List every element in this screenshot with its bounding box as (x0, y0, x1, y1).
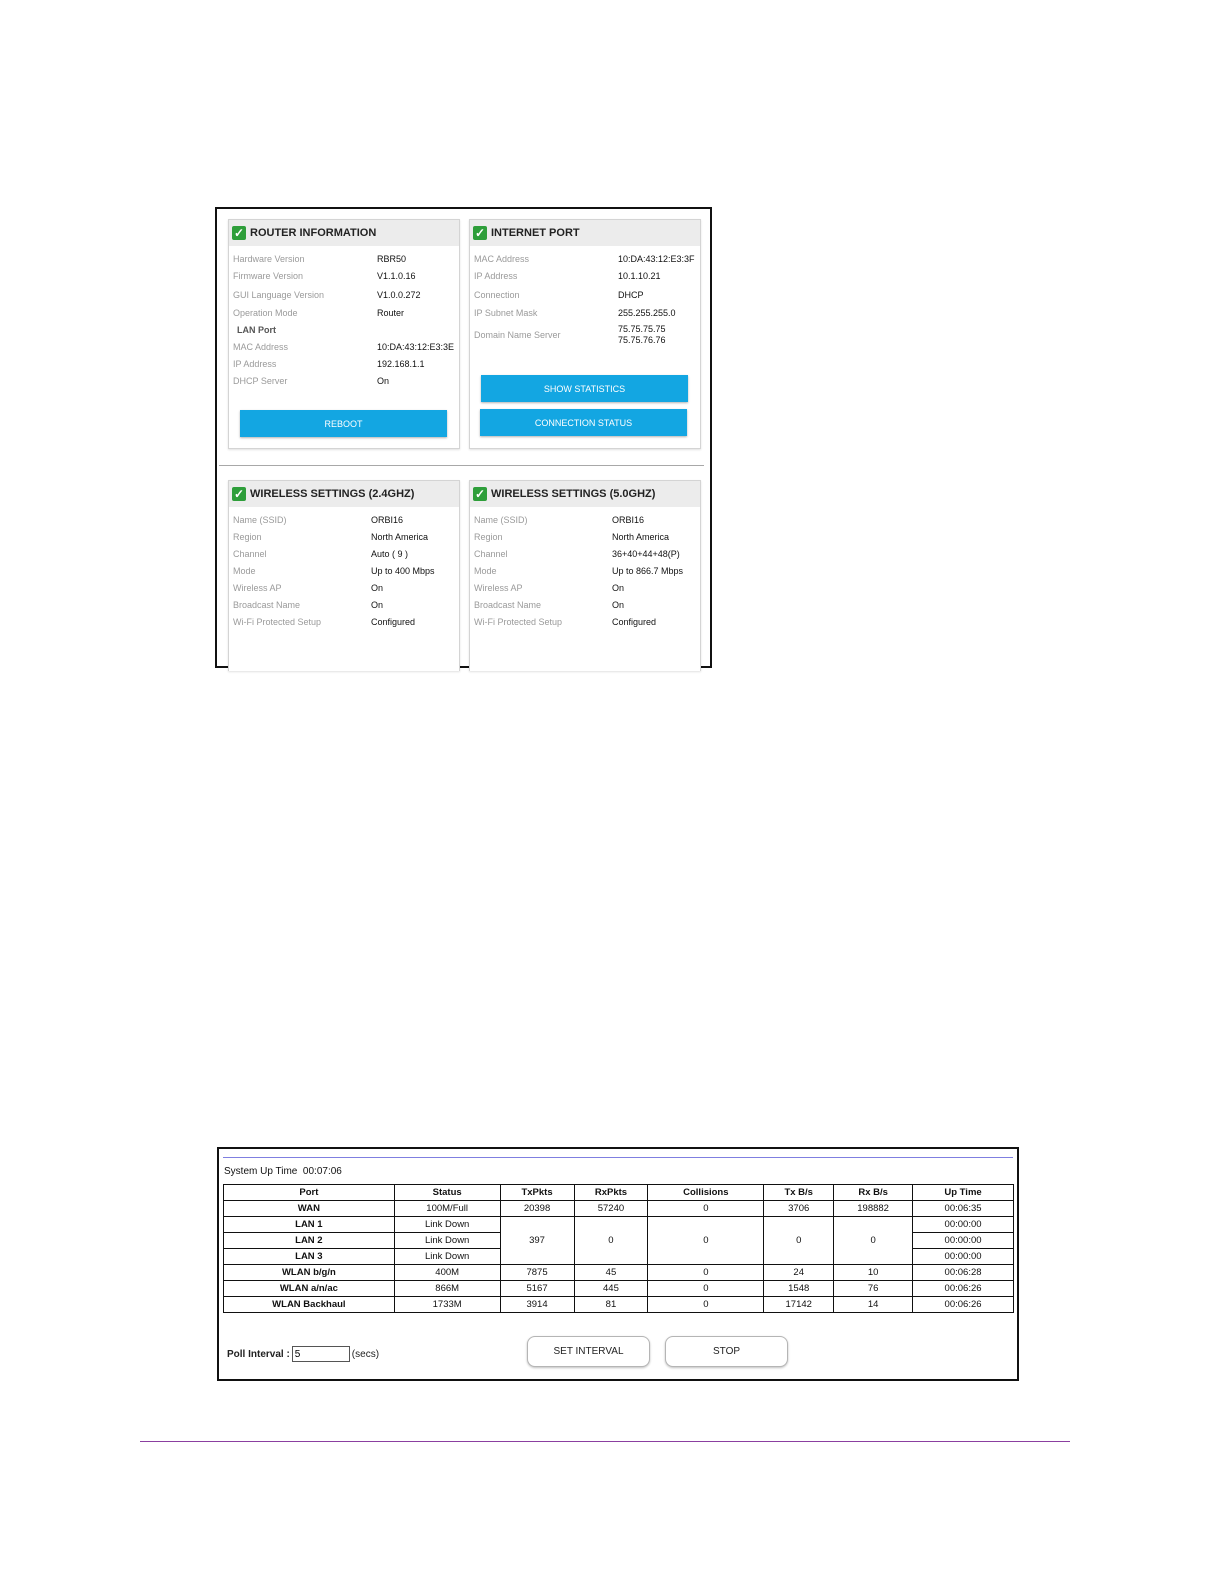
txpkts-cell: 7875 (500, 1265, 574, 1281)
collisions-cell: 0 (648, 1297, 764, 1313)
row-label: Mode (233, 566, 256, 576)
uptime-cell: 00:06:26 (913, 1281, 1014, 1297)
statistics-table (223, 1184, 1014, 1313)
collisions-cell: 0 (648, 1217, 764, 1265)
port-cell: LAN 2 (224, 1233, 395, 1249)
row-value: ORBI16 (371, 515, 404, 525)
txpkts-cell: 20398 (500, 1201, 574, 1217)
port-cell: LAN 3 (224, 1249, 395, 1265)
row-label: Broadcast Name (233, 600, 301, 610)
wireless-24ghz-panel (228, 480, 460, 671)
row-label: MAC Address (233, 342, 289, 352)
row-value: Up to 866.7 Mbps (612, 566, 684, 576)
row-label: Connection (474, 290, 520, 300)
lan-port-subheading: LAN Port (237, 325, 276, 335)
uptime-cell: 00:06:28 (913, 1265, 1014, 1281)
row-label: Region (233, 532, 262, 542)
table-row (224, 1201, 1014, 1217)
rxbs-cell: 10 (834, 1265, 913, 1281)
rxbs-cell: 14 (834, 1297, 913, 1313)
row-value: 75.75.75.75 (618, 324, 666, 334)
uptime-cell: 00:00:00 (913, 1249, 1014, 1265)
status-cell: 100M/Full (394, 1201, 500, 1217)
row-label: Region (474, 532, 503, 542)
rxbs-cell: 0 (834, 1217, 913, 1265)
panel-header (229, 481, 459, 507)
column-header: RxPkts (574, 1185, 648, 1201)
uptime-value: 00:07:06 (302, 1166, 342, 1177)
txbs-cell: 17142 (764, 1297, 834, 1313)
txbs-cell: 3706 (764, 1201, 834, 1217)
connection-status-button[interactable]: CONNECTION STATUS (480, 409, 687, 436)
row-value: ORBI16 (612, 515, 645, 525)
uptime-cell: 00:00:00 (913, 1233, 1014, 1249)
collisions-cell: 0 (648, 1281, 764, 1297)
poll-interval-unit: (secs) (351, 1348, 380, 1360)
poll-interval-label: Poll Interval : (227, 1348, 290, 1360)
row-value: Up to 400 Mbps (371, 566, 435, 576)
row-value: North America (612, 532, 670, 542)
rxbs-cell: 76 (834, 1281, 913, 1297)
row-label: Channel (233, 549, 267, 559)
panel-title: INTERNET PORT (491, 227, 580, 239)
row-value: North America (371, 532, 429, 542)
column-header: TxPkts (500, 1185, 574, 1201)
check-icon: ✓ (474, 487, 486, 501)
reboot-button[interactable]: REBOOT (240, 410, 447, 437)
port-cell: LAN 1 (224, 1217, 395, 1233)
row-label: MAC Address (474, 254, 530, 264)
port-cell: WLAN a/n/ac (224, 1281, 395, 1297)
panel-title: WIRELESS SETTINGS (5.0GHZ) (491, 488, 656, 500)
status-cell: 400M (394, 1265, 500, 1281)
row-label: IP Address (474, 271, 518, 281)
check-icon: ✓ (233, 487, 245, 501)
poll-interval-input[interactable] (292, 1346, 350, 1362)
row-label: IP Address (233, 359, 277, 369)
table-row (224, 1265, 1014, 1281)
footer-rule (140, 1441, 1070, 1442)
rxpkts-cell: 57240 (574, 1201, 648, 1217)
row-label: GUI Language Version (233, 290, 325, 300)
router-information-panel (228, 219, 460, 449)
row-value: DHCP (618, 290, 644, 300)
row-label: Name (SSID) (474, 515, 528, 525)
column-header: Collisions (648, 1185, 764, 1201)
row-value: 192.168.1.1 (377, 359, 425, 369)
table-row (224, 1281, 1014, 1297)
txpkts-cell: 3914 (500, 1297, 574, 1313)
panel-title: ROUTER INFORMATION (250, 227, 377, 239)
section-divider (219, 465, 704, 466)
row-value: Router (377, 308, 405, 318)
row-label: Wi-Fi Protected Setup (474, 617, 563, 627)
row-value: RBR50 (377, 254, 407, 264)
row-label: Hardware Version (233, 254, 305, 264)
dashboard-screenshot (215, 207, 712, 668)
rxbs-cell: 198882 (834, 1201, 913, 1217)
wireless-50ghz-panel (469, 480, 701, 671)
row-value: On (612, 600, 625, 610)
txbs-cell: 1548 (764, 1281, 834, 1297)
collisions-cell: 0 (648, 1201, 764, 1217)
txbs-cell: 24 (764, 1265, 834, 1281)
uptime-label: System Up Time (224, 1166, 298, 1177)
row-value: 10:DA:43:12:E3:3E (377, 342, 455, 352)
collisions-cell: 0 (648, 1265, 764, 1281)
txpkts-cell: 5167 (500, 1281, 574, 1297)
row-value: On (377, 376, 390, 386)
uptime-cell: 00:06:35 (913, 1201, 1014, 1217)
panel-title: WIRELESS SETTINGS (2.4GHZ) (250, 488, 415, 500)
check-icon: ✓ (233, 226, 245, 240)
row-label: Wireless AP (474, 583, 523, 593)
status-cell: Link Down (394, 1233, 500, 1249)
row-label: Broadcast Name (474, 600, 542, 610)
txpkts-cell: 397 (500, 1217, 574, 1265)
rxpkts-cell: 445 (574, 1281, 648, 1297)
poll-interval-group (227, 1346, 379, 1362)
row-label: IP Subnet Mask (474, 308, 538, 318)
port-cell: WAN (224, 1201, 395, 1217)
row-value: On (371, 583, 384, 593)
row-label: Firmware Version (233, 271, 304, 281)
status-cell: 866M (394, 1281, 500, 1297)
txbs-cell: 0 (764, 1217, 834, 1265)
system-uptime (224, 1166, 342, 1177)
stop-button[interactable]: STOP (665, 1336, 788, 1367)
rxpkts-cell: 0 (574, 1217, 648, 1265)
check-icon: ✓ (474, 226, 486, 240)
row-value: Configured (612, 617, 657, 627)
rxpkts-cell: 81 (574, 1297, 648, 1313)
row-value: 36+40+44+48(P) (612, 549, 680, 559)
row-label: Wi-Fi Protected Setup (233, 617, 322, 627)
header-rule (223, 1157, 1013, 1158)
status-cell: Link Down (394, 1217, 500, 1233)
uptime-cell: 00:00:00 (913, 1217, 1014, 1233)
row-value: 10:DA:43:12:E3:3F (618, 254, 695, 264)
status-cell: Link Down (394, 1249, 500, 1265)
panel-header (470, 481, 700, 507)
rxpkts-cell: 45 (574, 1265, 648, 1281)
column-header: Port (224, 1185, 395, 1201)
status-cell: 1733M (394, 1297, 500, 1313)
panel-header (229, 220, 459, 246)
column-header: Rx B/s (834, 1185, 913, 1201)
statistics-screenshot (217, 1147, 1019, 1381)
row-value: V1.1.0.16 (377, 271, 416, 281)
show-statistics-button[interactable]: SHOW STATISTICS (481, 375, 688, 402)
table-row (224, 1217, 1014, 1233)
row-label: Mode (474, 566, 497, 576)
row-label: Channel (474, 549, 508, 559)
panel-header (470, 220, 700, 246)
column-header: Tx B/s (764, 1185, 834, 1201)
internet-port-panel (469, 219, 701, 449)
row-label: Domain Name Server (474, 330, 561, 340)
set-interval-button[interactable]: SET INTERVAL (527, 1336, 650, 1367)
column-header: Up Time (913, 1185, 1014, 1201)
row-value: 10.1.10.21 (618, 271, 661, 281)
row-label: Name (SSID) (233, 515, 287, 525)
row-value: On (371, 600, 384, 610)
table-header-row (224, 1185, 1014, 1201)
table-row (224, 1297, 1014, 1313)
row-value: On (612, 583, 625, 593)
row-value: 255.255.255.0 (618, 308, 676, 318)
row-value: V1.0.0.272 (377, 290, 421, 300)
row-value: Auto ( 9 ) (371, 549, 409, 559)
column-header: Status (394, 1185, 500, 1201)
uptime-cell: 00:06:26 (913, 1297, 1014, 1313)
row-value: Configured (371, 617, 416, 627)
row-label: Operation Mode (233, 308, 298, 318)
port-cell: WLAN b/g/n (224, 1265, 395, 1281)
row-label: Wireless AP (233, 583, 282, 593)
row-label: DHCP Server (233, 376, 288, 386)
port-cell: WLAN Backhaul (224, 1297, 395, 1313)
row-value: 75.75.76.76 (618, 335, 666, 345)
